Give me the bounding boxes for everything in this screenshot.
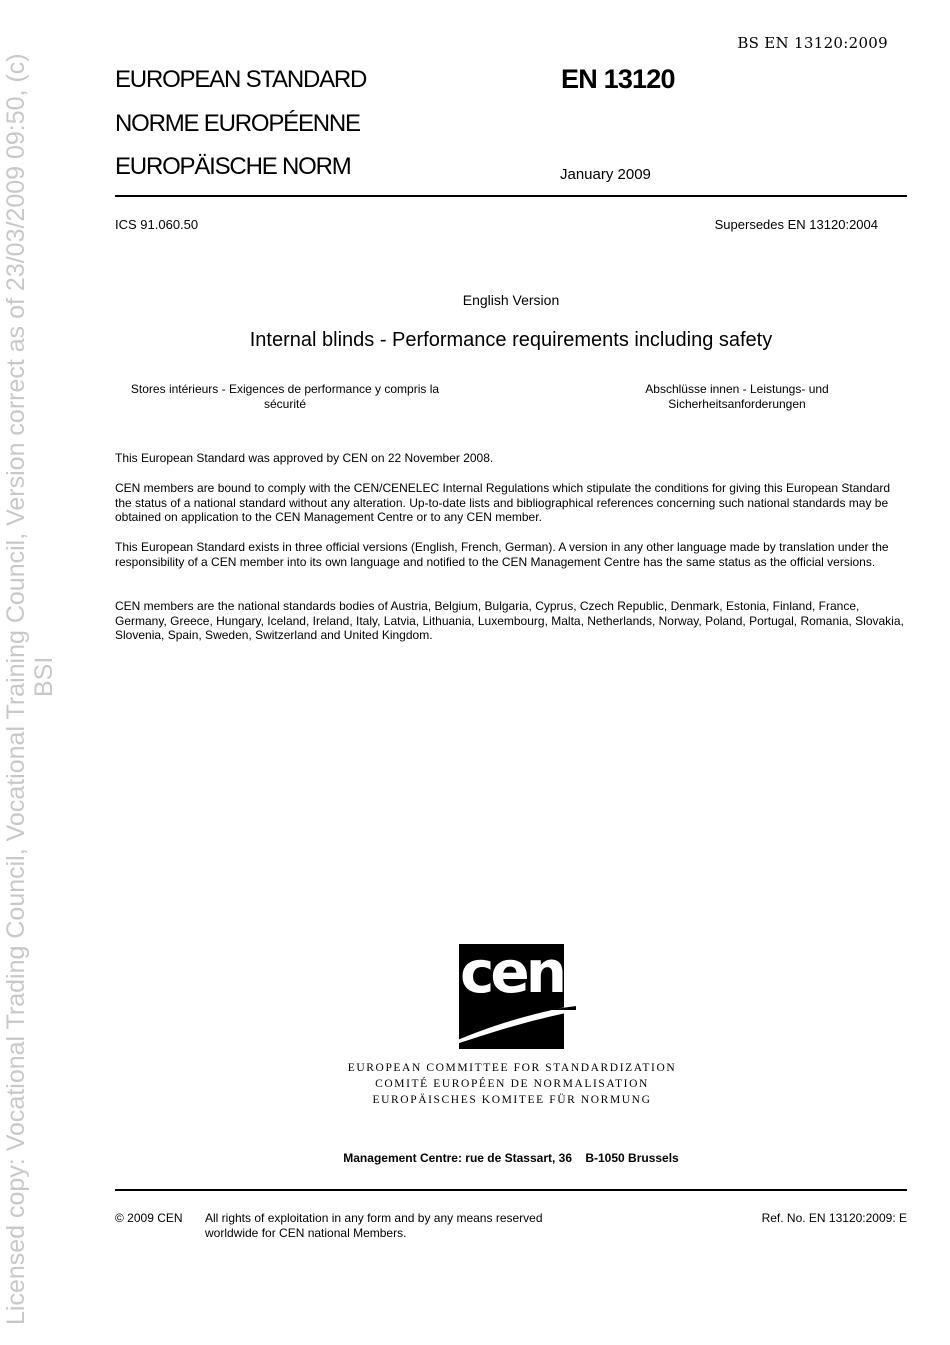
document-title: Internal blinds - Performance requirements including safety — [249, 329, 773, 351]
standard-title-en: EUROPEAN STANDARD — [115, 66, 367, 93]
cen-logo-text: cen — [459, 938, 563, 1006]
copyright: © 2009 CEN — [115, 1211, 183, 1225]
watermark-line-1: Licensed copy: Vocational Trading Council, Vocational Training Council, Version correct as of 23/03/2009 09:50, (c) — [2, 53, 30, 1325]
management-centre-address: Management Centre: rue de Stassart, 36 B-1050 Brussels — [343, 1151, 679, 1165]
cen-logo — [459, 938, 564, 1049]
committee-name-fr: COMITÉ EUROPÉEN DE NORMALISATION — [375, 1078, 649, 1090]
standard-title-de: EUROPÄISCHE NORM — [115, 153, 351, 180]
license-watermark — [0, 0, 60, 1345]
bs-reference: BS EN 13120:2009 — [737, 34, 888, 52]
rights-line-2: worldwide for CEN national Members. — [205, 1226, 407, 1240]
committee-name-de: EUROPÄISCHES KOMITEE FÜR NORMUNG — [372, 1094, 652, 1106]
rights-line-1: All rights of exploitation in any form and by any means reserved — [205, 1211, 543, 1225]
header-divider — [115, 195, 907, 197]
cen-logo-swoosh-icon — [444, 944, 579, 1054]
footer-divider — [115, 1189, 907, 1191]
versions-paragraph: This European Standard exists in three official versions (English, French, German). A version in any other language made by translation under the responsibility of a CEN member into its own language and notified to the CEN Management Centre has the same status as the official versions. — [115, 540, 889, 569]
standard-number: EN 13120 — [561, 64, 675, 94]
language-version: English Version — [462, 292, 560, 308]
standard-title-fr: NORME EUROPÉENNE — [115, 110, 360, 137]
publication-date: January 2009 — [560, 166, 651, 183]
title-german: Abschlüsse innen - Leistungs- und Sicherheitsanforderungen — [645, 382, 829, 411]
approval-paragraph: This European Standard was approved by CEN on 22 November 2008. — [115, 451, 494, 465]
members-paragraph: CEN members are the national standards bodies of Austria, Belgium, Bulgaria, Cyprus, Czech Republic, Denmark, Estonia, Finland, France, Germany, Greece, Hungary, Iceland, Ireland, Italy, Latvia, Lithuania, Luxembourg, Malta, Netherlands, Norway, Poland, Portugal, Romania, Slovakia, Slovenia, Spain, Sweden, Switzerland and United Kingdom. — [115, 599, 904, 643]
watermark-line-2: BSI — [30, 656, 58, 697]
committee-name-en: EUROPEAN COMMITTEE FOR STANDARDIZATION — [347, 1062, 677, 1074]
title-french: Stores intérieurs - Exigences de performance y compris la sécurité — [130, 382, 440, 411]
reference-number: Ref. No. EN 13120:2009: E — [761, 1211, 907, 1225]
supersedes: Supersedes EN 13120:2004 — [714, 217, 878, 232]
rights-notice — [205, 1211, 543, 1241]
ics-code: ICS 91.060.50 — [115, 217, 199, 232]
compliance-paragraph: CEN members are bound to comply with the CEN/CENELEC Internal Regulations which stipulate the conditions for giving this European Standard the status of a national standard without any alteration. Up-to-date lists and bibliographical references concerning such national standards may be obtained on application to the CEN Management Centre or to any CEN member. — [115, 481, 891, 525]
